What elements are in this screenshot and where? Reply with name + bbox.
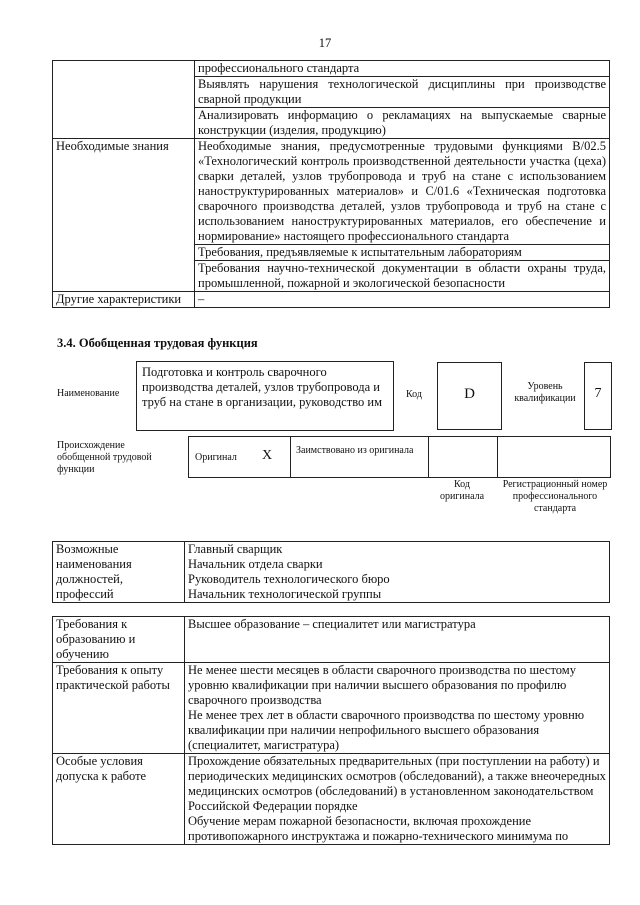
experience-item: Не менее трех лет в области сварочного производства по шестому уровню квалификации при наличии непрофильного высшего образования (специалитет, магистратура) (188, 708, 585, 752)
knowledge-table (52, 60, 610, 308)
original-label: Оригинал (195, 452, 237, 463)
section-title: 3.4. Обобщенная трудовая функция (57, 336, 258, 350)
knowledge-row: Требования, предъявляемые к испытательным лабораториям (195, 245, 610, 261)
position-item: Руководитель технологического бюро (188, 572, 390, 586)
function-name-box (136, 361, 394, 431)
name-label: Наименование (57, 388, 120, 399)
experience-item: Не менее шести месяцев в области сварочного производства по шестому уровню квалификации при наличии высшего образования по профилю сварочного производства (188, 663, 576, 707)
position-item: Начальник отдела сварки (188, 557, 323, 571)
origin-row (188, 436, 611, 478)
origin-code-label: Код оригинала (439, 479, 485, 502)
function-name: Подготовка и контроль сварочного производства деталей, узлов трубопровода и труб на стане в организации, руководство им (142, 365, 382, 409)
origin-divider (497, 436, 498, 477)
borrowed-label: Заимствовано из оригинала (296, 445, 414, 456)
position-item: Начальник технологической группы (188, 587, 382, 601)
level-box (584, 362, 612, 430)
code-value: D (464, 386, 475, 402)
experience-label: Требования к опыту практической работы (53, 663, 185, 754)
conditions-item: Обучение мерам пожарной безопасности, включая прохождение противопожарного инструктажа и пожарно-технического минимума по (188, 814, 569, 843)
skill-row: Выявлять нарушения технологической дисциплины при производстве сварной продукции (195, 77, 610, 108)
level-value: 7 (594, 386, 602, 401)
position-item: Главный сварщик (188, 542, 283, 556)
knowledge-row: Необходимые знания, предусмотренные трудовыми функциями B/02.5 «Технологический контроль производственной деятельности участка (цеха) сварки деталей, узлов трубопровода и труб на стане с использованием наноструктурированных материалов» и C/01.6 «Техническая подготовка сварочного производства деталей, узлов трубопровода и труб на стане с использованием наноструктурированных материалов, его обеспечение и нормирование» настоящего профессионального стандарта (195, 139, 610, 245)
education-label: Требования к образованию и обучению (53, 617, 185, 663)
requirements-table (52, 616, 610, 845)
origin-divider (290, 436, 291, 477)
conditions-value (185, 754, 610, 845)
origin-divider (428, 436, 429, 477)
conditions-item: Прохождение обязательных предварительных (при поступлении на работу) и периодических медицинских осмотров (обследований), а также внеочередных медицинских осмотров (обследований) в установленном законодательством Российской Федерации порядке (188, 754, 606, 813)
skill-row: профессионального стандарта (195, 61, 610, 77)
original-mark: X (262, 448, 273, 463)
origin-label: Происхождение обобщенной трудовой функции (57, 440, 152, 475)
code-label: Код (406, 389, 422, 400)
education-value: Высшее образование – специалитет или магистратура (185, 617, 610, 663)
knowledge-row: Требования научно-технической документации в области охраны труда, промышленной, пожарной и экологической безопасности (195, 261, 610, 292)
page-number: 17 (318, 36, 332, 50)
skills-label-cell (53, 61, 195, 139)
code-box (437, 362, 502, 430)
experience-value (185, 663, 610, 754)
other-characteristics-label: Другие характеристики (53, 292, 195, 308)
conditions-label: Особые условия допуска к работе (53, 754, 185, 845)
reg-number-label: Регистрационный номер профессионального стандарта (502, 479, 608, 514)
knowledge-label: Необходимые знания (53, 139, 195, 292)
skill-row: Анализировать информацию о рекламациях на выпускаемые сварные конструкции (изделия, продукцию) (195, 108, 610, 139)
positions-table (52, 541, 610, 603)
level-label: Уровень квалификации (514, 381, 576, 404)
positions-list (185, 542, 610, 603)
positions-label: Возможные наименования должностей, профессий (53, 542, 185, 603)
other-characteristics-value: – (195, 292, 610, 308)
